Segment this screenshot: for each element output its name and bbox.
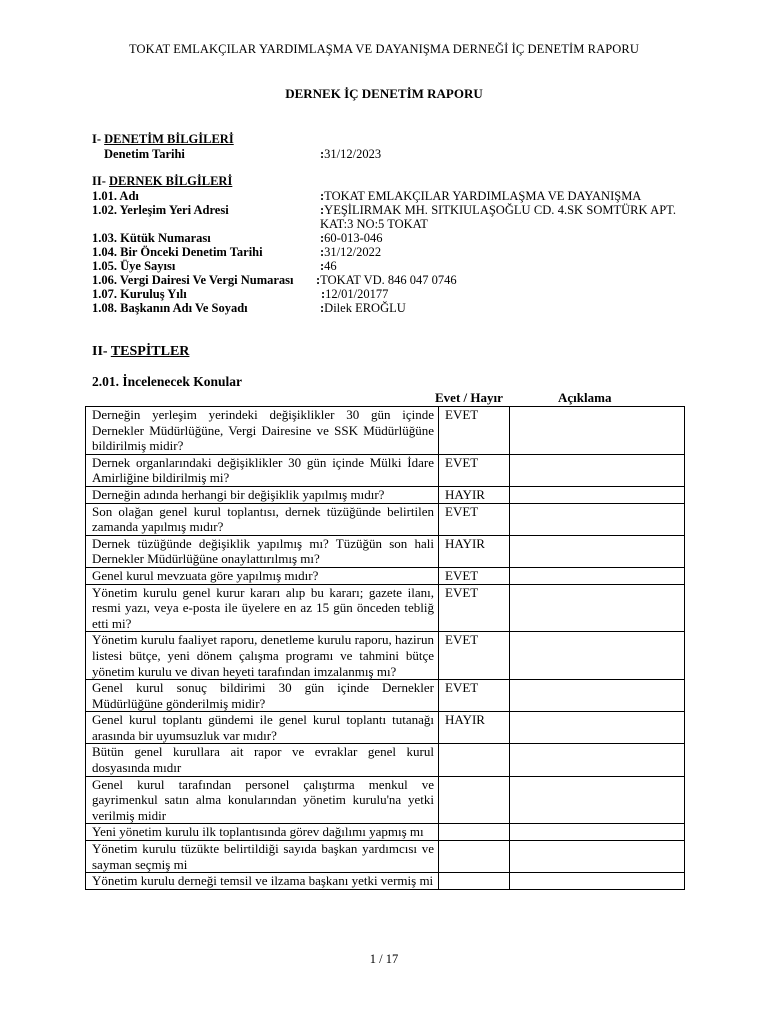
section-prefix: I- [92,132,105,146]
answer-cell [439,824,510,841]
info-value: :12/01/20177 [321,287,389,301]
info-value: :TOKAT EMLAKÇILAR YARDIMLAŞMA VE DAYANIŞMA [320,189,642,203]
question-cell: Derneğin yerleşim yerindeki değişiklikler 30 gün içinde Dernekler Müdürlüğüne, Vergi Dairesine ve SSK Müdürlüğüne bildirilmiş midir? [86,407,439,455]
section-heading-text: DERNEK BİLGİLERİ [109,174,233,188]
subsection-heading: 2.01. İncelenecek Konular [92,374,242,389]
answer-cell: EVET [439,454,510,486]
report-title: DERNEK İÇ DENETİM RAPORU [285,86,483,101]
running-header: TOKAT EMLAKÇILAR YARDIMLAŞMA VE DAYANIŞMA DERNEĞİ İÇ DENETİM RAPORU [129,42,639,56]
info-value: :Dilek EROĞLU [320,301,406,315]
note-cell [510,841,685,873]
table-row [86,535,685,567]
note-cell [510,680,685,712]
section-findings-heading [92,344,189,360]
question-cell: Genel kurul sonuç bildirimi 30 gün içinde Dernekler Müdürlüğüne gönderilmiş midir? [86,680,439,712]
info-label: 1.05. Üye Sayısı [92,259,176,273]
answer-cell [439,776,510,824]
answer-cell: EVET [439,503,510,535]
answer-cell [439,873,510,890]
question-cell: Dernek organlarındaki değişiklikler 30 gün içinde Mülki İdare Amirliğine bildirilmiş mi? [86,454,439,486]
table-row [86,632,685,680]
info-label: 1.02. Yerleşim Yeri Adresi [92,203,229,217]
question-cell: Yönetim kurulu genel kurur kararı alıp bu kararı; gazete ilanı, resmi yazı, veya e-posta ile üyelere en az 15 gün önceden tebliğ etti mi? [86,584,439,632]
info-label: 1.06. Vergi Dairesi Ve Vergi Numarası [92,273,294,287]
section-audit-info-heading [92,132,234,147]
answer-cell [439,744,510,776]
audit-date-value: :31/12/2023 [320,147,382,161]
column-header-answer: Evet / Hayır [435,390,503,405]
section-prefix: II- [92,174,110,188]
section-heading-text: DENETİM BİLGİLERİ [104,132,234,146]
question-cell: Yönetim kurulu tüzükte belirtildiği sayıda başkan yardımcısı ve sayman seçmiş mi [86,841,439,873]
question-cell: Yönetim kurulu faaliyet raporu, denetleme kurulu raporu, hazirun listesi bütçe, yeni dönem çalışma programı ve tahmini bütçe yönetim kurulu ve divan heyeti tarafından imzalanmış mı? [86,632,439,680]
findings-table [85,406,685,890]
section-association-info-heading [92,174,232,189]
note-cell [510,712,685,744]
table-row [86,407,685,455]
table-row [86,567,685,584]
table-row [86,680,685,712]
table-row [86,584,685,632]
answer-cell: EVET [439,567,510,584]
answer-cell: EVET [439,584,510,632]
note-cell [510,535,685,567]
question-cell: Genel kurul tarafından personel çalıştırma menkul ve gayrimenkul satın alma konularından yönetim kurulu'na yetki verilmiş midir [86,776,439,824]
note-cell [510,824,685,841]
question-cell: Genel kurul mevzuata göre yapılmış mıdır? [86,567,439,584]
column-header-note: Açıklama [558,390,612,405]
note-cell [510,454,685,486]
answer-cell [439,841,510,873]
table-row [86,824,685,841]
info-value: :31/12/2022 [320,245,382,259]
table-row [86,744,685,776]
note-cell [510,486,685,503]
table-row [86,486,685,503]
table-row [86,454,685,486]
answer-cell: EVET [439,632,510,680]
info-label: 1.01. Adı [92,189,139,203]
question-cell: Bütün genel kurullara ait rapor ve evraklar genel kurul dosyasında mıdır [86,744,439,776]
page-number: 1 / 17 [369,952,399,966]
info-value: :YEŞİLIRMAK MH. SITKIULAŞOĞLU CD. 4.SK SOMTÜRK APT. KAT:3 NO:5 TOKAT [320,203,676,231]
table-row [86,873,685,890]
note-cell [510,776,685,824]
info-label: 1.04. Bir Önceki Denetim Tarihi [92,245,263,259]
note-cell [510,584,685,632]
question-cell: Yeni yönetim kurulu ilk toplantısında görev dağılımı yapmış mı [86,824,439,841]
note-cell [510,632,685,680]
table-row [86,503,685,535]
note-cell [510,503,685,535]
info-value: :46 [320,259,337,273]
info-label: 1.03. Kütük Numarası [92,231,211,245]
note-cell [510,744,685,776]
info-label: 1.08. Başkanın Adı Ve Soyadı [92,301,248,315]
note-cell [510,873,685,890]
section-prefix: II- [92,344,111,359]
note-cell [510,567,685,584]
table-row [86,712,685,744]
info-value: :60-013-046 [320,231,383,245]
answer-cell: HAYIR [439,535,510,567]
section-heading-text: TESPİTLER [110,344,190,359]
table-row [86,776,685,824]
info-label: 1.07. Kuruluş Yılı [92,287,187,301]
info-value: :TOKAT VD. 846 047 0746 [316,273,457,287]
question-cell: Son olağan genel kurul toplantısı, dernek tüzüğünde belirtilen zamanda yapılmış mıdır? [86,503,439,535]
question-cell: Yönetim kurulu derneği temsil ve ilzama başkanı yetki vermiş mi [86,873,439,890]
audit-date-label: Denetim Tarihi [104,147,185,161]
note-cell [510,407,685,455]
answer-cell: EVET [439,407,510,455]
answer-cell: HAYIR [439,486,510,503]
question-cell: Genel kurul toplantı gündemi ile genel kurul toplantı tutanağı arasında bir uyumsuzluk var mıdır? [86,712,439,744]
question-cell: Derneğin adında herhangi bir değişiklik yapılmış mıdır? [86,486,439,503]
answer-cell: EVET [439,680,510,712]
answer-cell: HAYIR [439,712,510,744]
table-row [86,841,685,873]
question-cell: Dernek tüzüğünde değişiklik yapılmış mı? Tüzüğün son hali Dernekler Müdürlüğüne onaylattırılmış mı? [86,535,439,567]
